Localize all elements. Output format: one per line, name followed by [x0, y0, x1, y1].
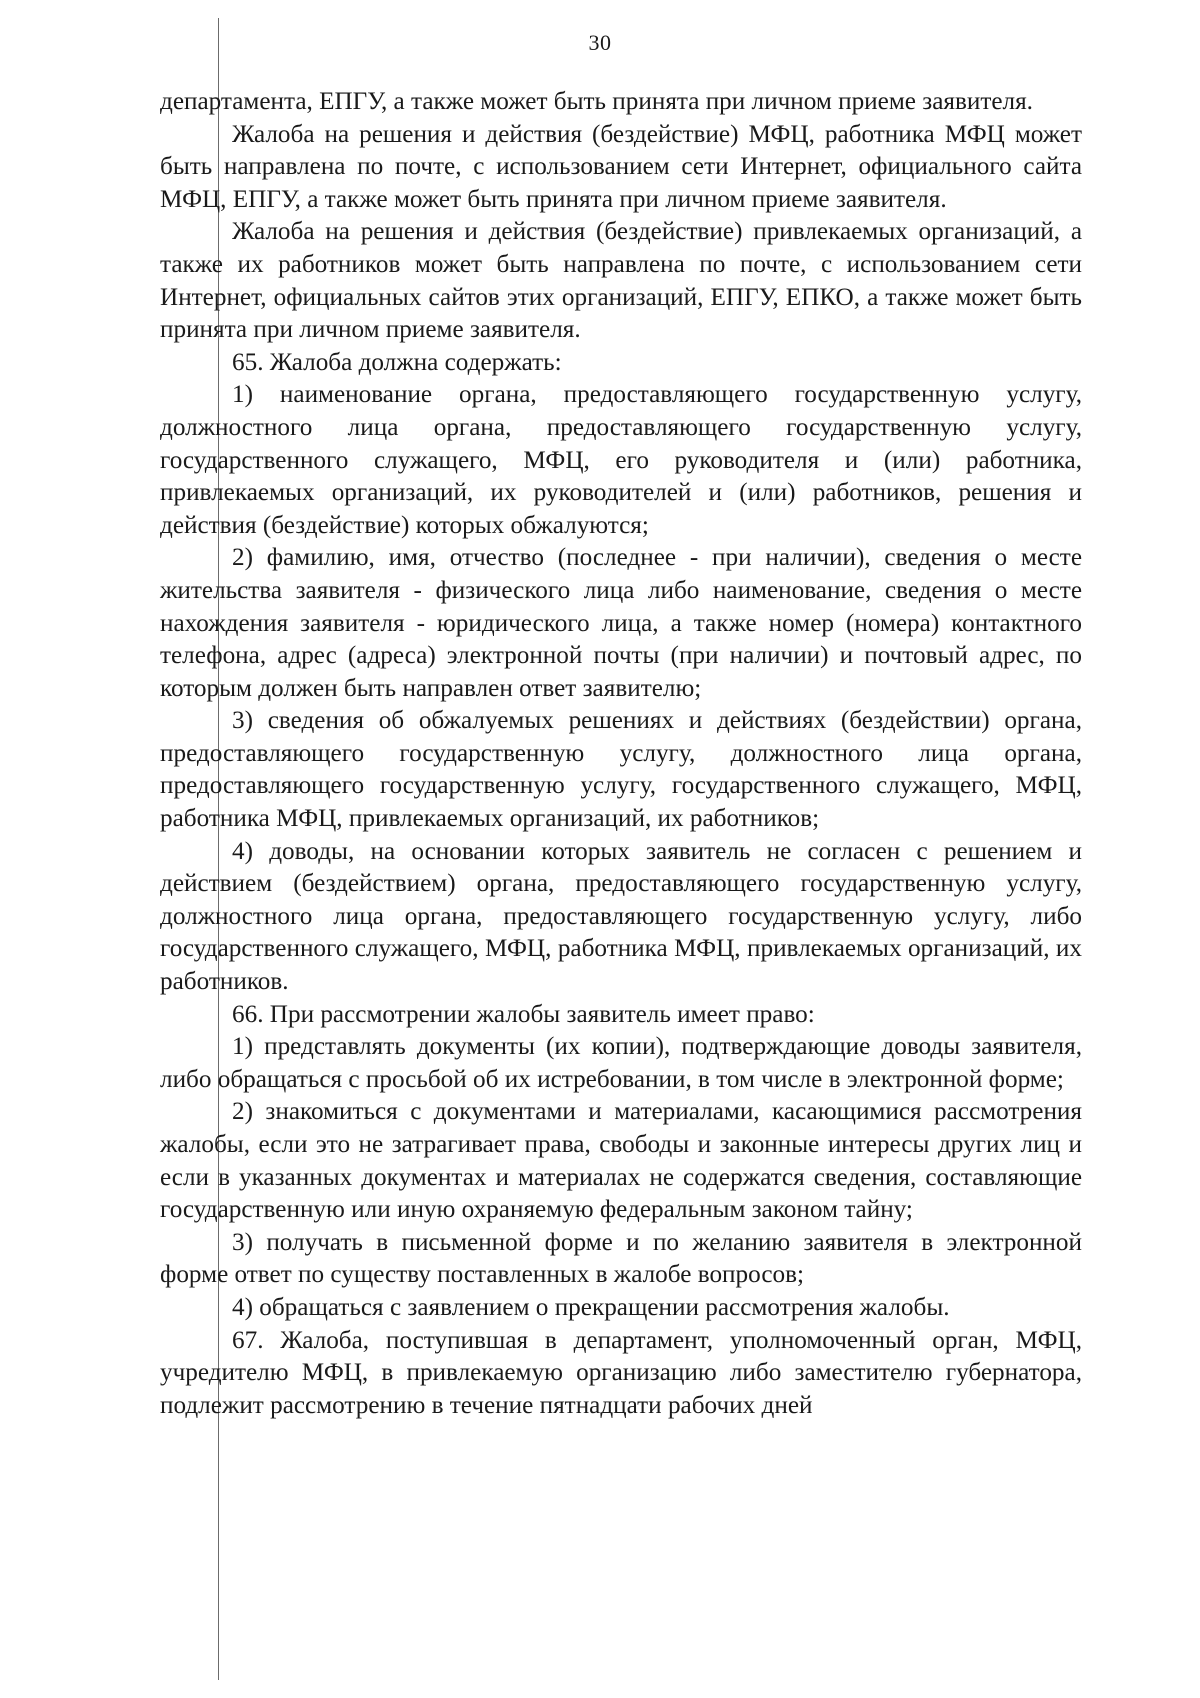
- list-item: 2) знакомиться с документами и материалами, касающимися рассмотрения жалобы, если это не затрагивает права, свободы и законные интересы других лиц и если в указанных документах и материалах не содержатся сведения, составляющие государственную или иную охраняемую федеральным законом тайну;: [160, 1098, 1082, 1224]
- document-body: [160, 86, 1082, 1422]
- section-heading-66: 66. При рассмотрении жалобы заявитель имеет право:: [232, 1000, 815, 1028]
- list-item: 2) фамилию, имя, отчество (последнее - при наличии), сведения о месте жительства заявителя - физического лица либо наименование, сведения о месте нахождения заявителя - юридического лица, а также номер (номера) контактного телефона, адрес (адреса) электронной почты (при наличии) и почтовый адрес, по которым должен быть направлен ответ заявителю;: [160, 544, 1082, 702]
- list-item: 1) представлять документы (их копии), подтверждающие доводы заявителя, либо обращаться с просьбой об их истребовании, в том числе в электронной форме;: [160, 1033, 1082, 1093]
- list-item: 4) доводы, на основании которых заявитель не согласен с решением и действием (бездействием) органа, предоставляющего государственную услугу, должностного лица органа, предоставляющего государственную услугу, либо государственного служащего, МФЦ, работника МФЦ, привлекаемых организаций, их работников.: [160, 837, 1082, 996]
- list-item: 4) обращаться с заявлением о прекращении рассмотрения жалобы.: [232, 1293, 950, 1321]
- section-heading-65: 65. Жалоба должна содержать:: [232, 348, 562, 376]
- paragraph: Жалоба на решения и действия (бездействие) привлекаемых организаций, а также их работников может быть направлена по почте, с использованием сети Интернет, официальных сайтов этих организаций, ЕПГУ, ЕПКО, а также может быть принята при личном приеме заявителя.: [160, 218, 1082, 344]
- section-67: 67. Жалоба, поступившая в департамент, уполномоченный орган, МФЦ, учредителю МФЦ, в привлекаемую организацию либо заместителю губернатора, подлежит рассмотрению в течение пятнадцати рабочих дней: [160, 1326, 1082, 1419]
- list-item: 3) получать в письменной форме и по желанию заявителя в электронной форме ответ по существу поставленных в жалобе вопросов;: [160, 1228, 1082, 1289]
- list-item: 3) сведения об обжалуемых решениях и действиях (бездействии) органа, предоставляющего государственную услугу, должностного лица органа, предоставляющего государственную услугу, государственного служащего, МФЦ, работника МФЦ, привлекаемых организаций, их работников;: [160, 707, 1082, 833]
- paragraph: Жалоба на решения и действия (бездействие) МФЦ, работника МФЦ может быть направлена по почте, с использованием сети Интернет, официального сайта МФЦ, ЕПГУ, а также может быть принята при личном приеме заявителя.: [160, 120, 1082, 213]
- list-item: 1) наименование органа, предоставляющего государственную услугу, должностного лица органа, предоставляющего государственную услугу, государственного служащего, МФЦ, его руководителя и (или) работника, привлекаемых организаций, их руководителей и (или) работников, решения и действия (бездействие) которых обжалуются;: [160, 381, 1082, 539]
- page-number: 30: [588, 30, 612, 55]
- paragraph: департамента, ЕПГУ, а также может быть принята при личном приеме заявителя.: [160, 88, 1033, 115]
